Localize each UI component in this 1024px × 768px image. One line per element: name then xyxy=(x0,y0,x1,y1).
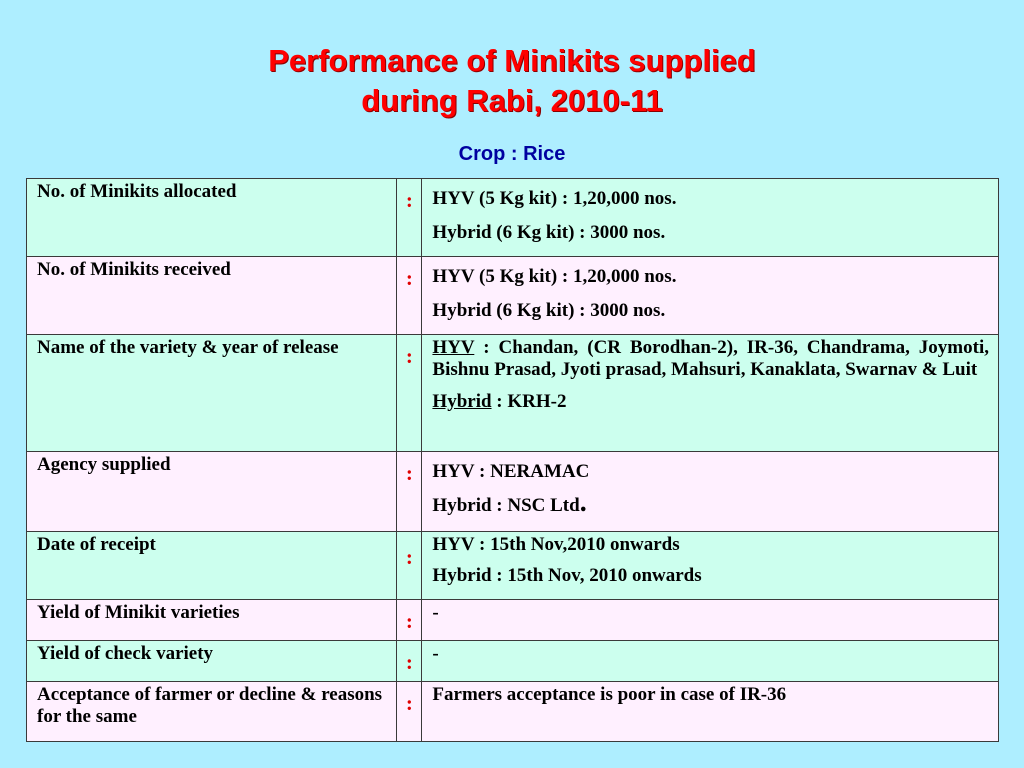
row-value xyxy=(422,335,999,452)
hybrid-variety xyxy=(432,391,989,413)
table-row xyxy=(27,257,999,335)
hyv-varieties: : Chandan, (CR Borodhan-2), IR-36, Chandrama, Joymoti, Bishnu Prasad, Jyoti prasad, Mahsuri, Kanaklata, Swarnav & Luit xyxy=(432,337,989,380)
value-line: Farmers acceptance is poor in case of IR-36 xyxy=(432,684,787,705)
row-label: Name of the variety & year of release xyxy=(27,335,397,452)
value-line: HYV : 15th Nov,2010 onwards xyxy=(432,534,680,555)
row-value xyxy=(422,682,999,742)
value-line: HYV (5 Kg kit) : 1,20,000 nos. xyxy=(432,266,677,287)
table-row xyxy=(27,532,999,600)
row-value xyxy=(422,600,999,641)
row-separator: : xyxy=(397,600,422,641)
value-line: HYV (5 Kg kit) : 1,20,000 nos. xyxy=(432,188,677,209)
minikit-performance-table xyxy=(26,178,999,742)
row-separator: : xyxy=(397,682,422,742)
value-line: Hybrid (6 Kg kit) : 3000 nos. xyxy=(432,300,666,321)
hybrid-key: Hybrid xyxy=(432,391,492,412)
value-line: Hybrid : 15th Nov, 2010 onwards xyxy=(432,565,702,586)
slide-title-line-2: during Rabi, 2010-11 xyxy=(361,83,663,118)
row-value xyxy=(422,452,999,532)
row-label: Yield of Minikit varieties xyxy=(27,600,397,641)
table-row xyxy=(27,600,999,641)
value-line: HYV : NERAMAC xyxy=(432,461,590,482)
row-value xyxy=(422,179,999,257)
row-separator: : xyxy=(397,532,422,600)
row-label: Date of receipt xyxy=(27,532,397,600)
table-row xyxy=(27,452,999,532)
row-separator: : xyxy=(397,179,422,257)
table-row xyxy=(27,641,999,682)
row-label: Agency supplied xyxy=(27,452,397,532)
row-label: No. of Minikits received xyxy=(27,257,397,335)
crop-subtitle: Crop : Rice xyxy=(458,143,566,165)
row-value xyxy=(422,532,999,600)
table-row xyxy=(27,179,999,257)
table-row xyxy=(27,335,999,452)
value-line: - xyxy=(432,643,439,664)
value-line: Hybrid (6 Kg kit) : 3000 nos. xyxy=(432,222,666,243)
row-separator: : xyxy=(397,257,422,335)
row-separator: : xyxy=(397,452,422,532)
row-label: Yield of check variety xyxy=(27,641,397,682)
slide-title-line-1: Performance of Minikits supplied xyxy=(268,43,756,78)
row-separator: : xyxy=(397,641,422,682)
row-label: Acceptance of farmer or decline & reasons for the same xyxy=(27,682,397,742)
hyv-key: HYV xyxy=(432,337,475,358)
agency-period: . xyxy=(579,487,587,518)
row-value xyxy=(422,641,999,682)
table-row xyxy=(27,682,999,742)
row-separator: : xyxy=(397,335,422,452)
value-line xyxy=(432,487,989,518)
value-line: - xyxy=(432,602,439,623)
variety-list xyxy=(432,337,989,381)
row-label: No. of Minikits allocated xyxy=(27,179,397,257)
hybrid-varieties: : KRH-2 xyxy=(491,391,567,412)
row-value xyxy=(422,257,999,335)
agency-hybrid: Hybrid : NSC Ltd xyxy=(432,495,580,516)
